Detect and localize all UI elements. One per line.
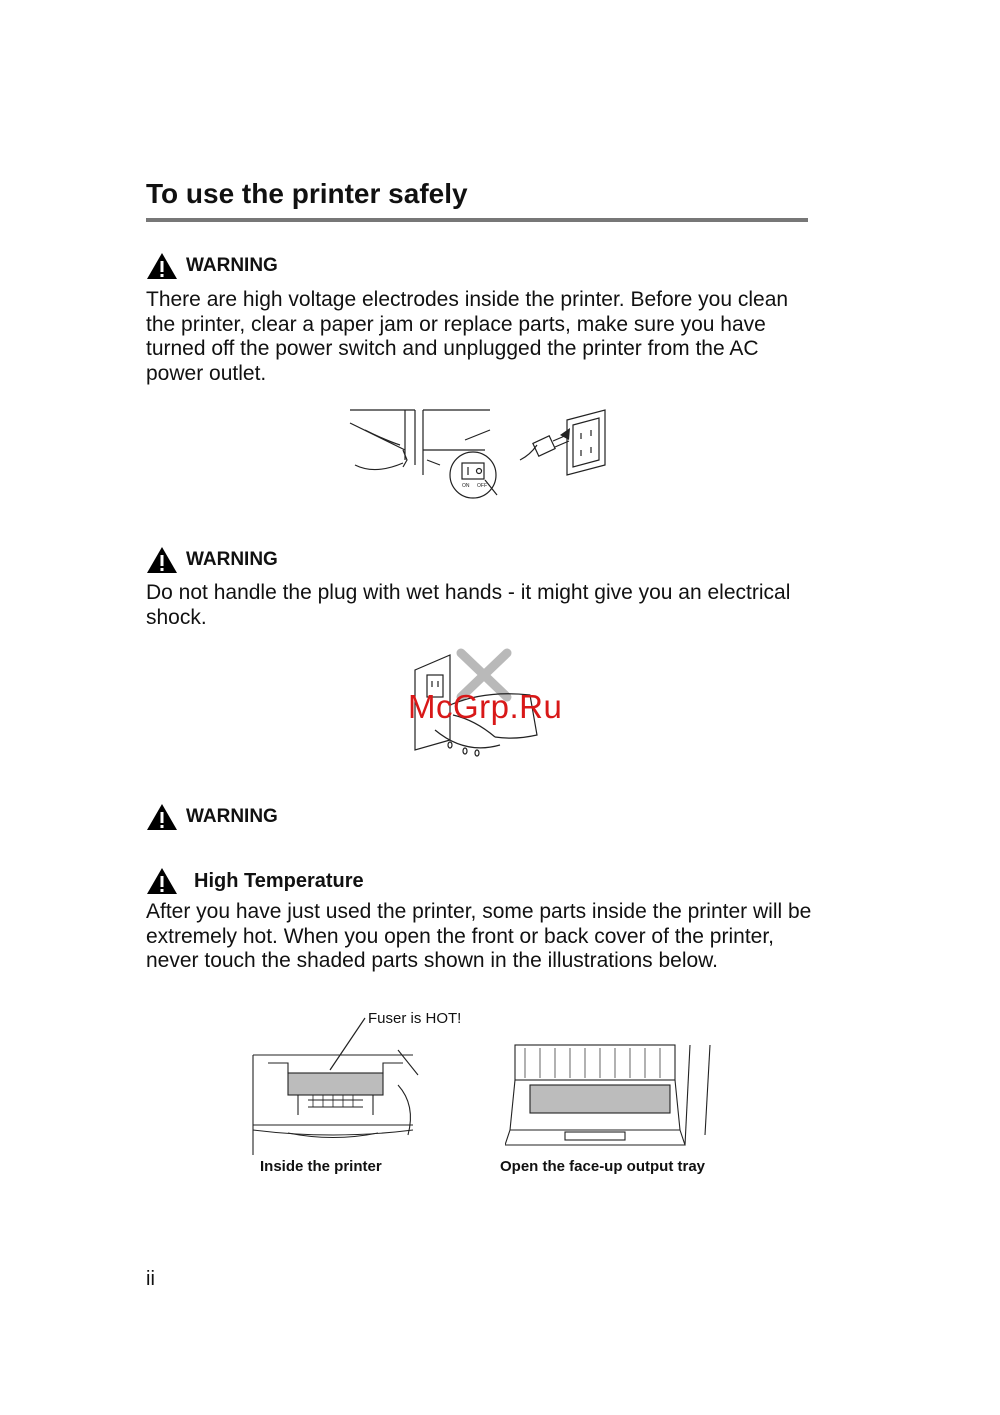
high-temperature-heading: [146, 867, 364, 895]
warning-triangle-icon: [146, 803, 178, 831]
warning-heading-2: [146, 546, 278, 574]
hot-warning-triangle-icon: [146, 867, 178, 895]
warning-label: WARNING: [186, 806, 278, 827]
switch-on-label: ON: [462, 483, 470, 489]
high-temperature-label: High Temperature: [194, 869, 364, 892]
warning-triangle-icon: [146, 252, 178, 280]
warning-label: WARNING: [186, 549, 278, 570]
warning-1-text: There are high voltage electrodes inside the printer. Before you clean the printer, clear a paper jam or replace parts, make sure you have turned off the power switch and unplugged the printer from the AC power outlet.: [146, 288, 789, 385]
warning-triangle-icon: [146, 546, 178, 574]
warning-heading-1: [146, 252, 278, 280]
inside-printer-illustration: [248, 1045, 420, 1157]
warning-heading-3: [146, 803, 278, 831]
fuser-hot-label: Fuser is HOT!: [368, 1010, 462, 1027]
warning-label: WARNING: [186, 255, 278, 276]
face-up-tray-illustration: [505, 1040, 715, 1155]
high-temperature-text: After you have just used the printer, some parts inside the printer will be extremely hot. When you open the front or back cover of the printer, never touch the shaded parts shown in the illustrations below.: [146, 900, 812, 972]
warning-2-text: Do not handle the plug with wet hands - it might give you an electrical shock.: [146, 581, 791, 629]
title-rule: [146, 218, 808, 222]
caption-inside-printer: Inside the printer: [260, 1158, 382, 1175]
switch-off-label: OFF: [477, 483, 487, 489]
watermark: McGrp.Ru: [408, 688, 563, 725]
page-number: ii: [146, 1268, 155, 1290]
caption-face-up-tray: Open the face-up output tray: [500, 1158, 706, 1175]
page-title: To use the printer safely: [146, 178, 468, 209]
printer-unplug-illustration: [345, 405, 615, 505]
